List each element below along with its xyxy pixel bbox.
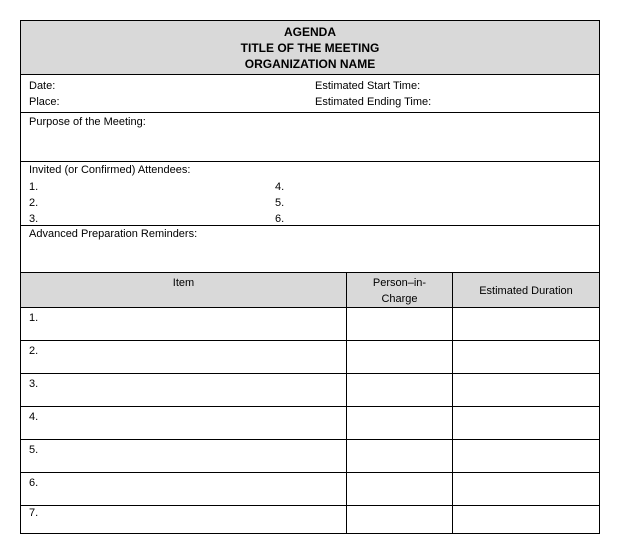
attendee-slot: 2.	[29, 197, 39, 209]
row-number: 2.	[29, 345, 39, 357]
end-time-label: Estimated Ending Time:	[315, 96, 432, 108]
header-organization-name: ORGANIZATION NAME	[244, 57, 376, 71]
row-number: 4.	[29, 411, 39, 423]
column-header-person-in-charge: Person–in- Charge	[372, 277, 427, 305]
agenda-table-header	[21, 273, 599, 308]
row-number: 7.	[29, 507, 39, 519]
divider	[21, 225, 599, 226]
header-meeting-title: TITLE OF THE MEETING	[240, 41, 380, 55]
row-number: 1.	[29, 312, 39, 324]
table-row	[21, 341, 599, 374]
attendee-slot: 5.	[275, 197, 285, 209]
attendee-slot: 4.	[275, 181, 285, 193]
row-number: 6.	[29, 477, 39, 489]
attendees-label: Invited (or Confirmed) Attendees:	[29, 164, 191, 176]
agenda-header	[21, 21, 599, 75]
table-row	[21, 374, 599, 407]
agenda-form	[20, 20, 600, 534]
table-row	[21, 407, 599, 440]
attendee-slot: 3.	[29, 213, 39, 225]
place-label: Place:	[29, 96, 60, 108]
attendee-slot: 6.	[275, 213, 285, 225]
table-row	[21, 503, 599, 533]
row-number: 3.	[29, 378, 39, 390]
table-row	[21, 308, 599, 341]
preparation-label: Advanced Preparation Reminders:	[29, 228, 198, 240]
start-time-label: Estimated Start Time:	[315, 80, 421, 92]
attendee-slot: 1.	[29, 181, 39, 193]
header-agenda-title: AGENDA	[283, 25, 336, 39]
column-header-estimated-duration: Estimated Duration	[479, 285, 573, 297]
column-header-item: Item	[172, 277, 195, 289]
table-row	[21, 440, 599, 473]
divider	[21, 161, 599, 162]
date-label: Date:	[29, 80, 56, 92]
purpose-label: Purpose of the Meeting:	[29, 116, 146, 128]
table-row	[21, 473, 599, 506]
divider	[21, 112, 599, 113]
row-number: 5.	[29, 444, 39, 456]
